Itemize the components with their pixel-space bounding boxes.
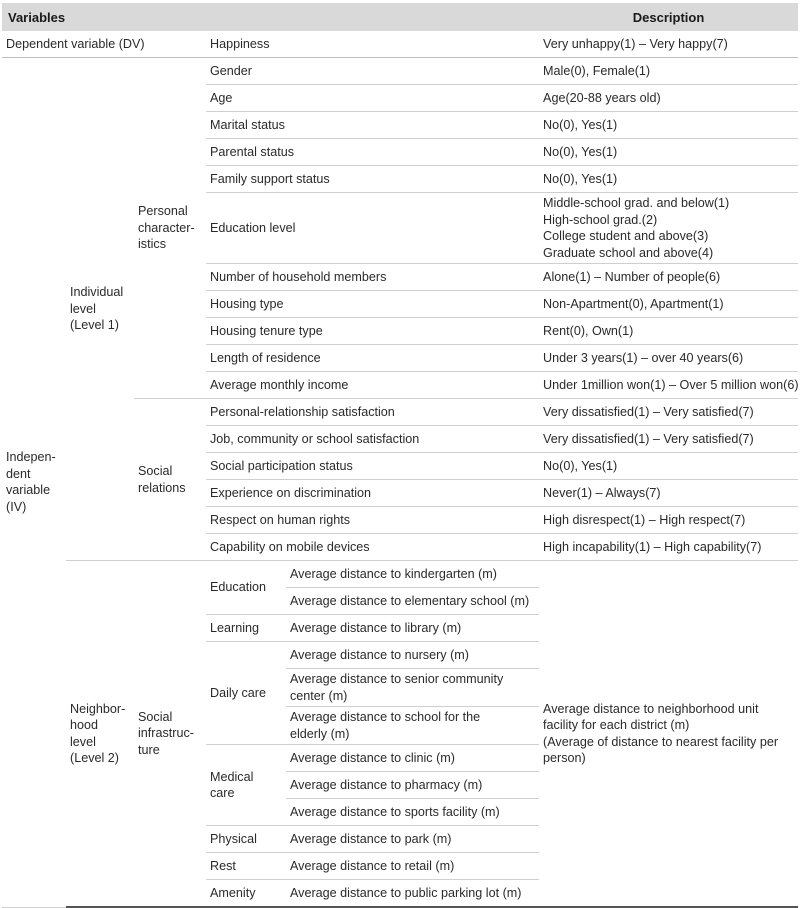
- category-amenity: Amenity: [206, 880, 286, 908]
- var-desc: Age(20-88 years old): [539, 85, 798, 112]
- infra-item: Average distance to clinic (m): [286, 745, 539, 772]
- infra-item: Average distance to school for the elderly (m): [286, 707, 539, 745]
- var-name: Housing type: [206, 291, 539, 318]
- category-physical: Physical: [206, 826, 286, 853]
- var-desc: Non-Apartment(0), Apartment(1): [539, 291, 798, 318]
- infra-item: Average distance to retail (m): [286, 853, 539, 880]
- var-name: Length of residence: [206, 345, 539, 372]
- var-name: Parental status: [206, 139, 539, 166]
- var-desc: Under 1million won(1) – Over 5 million won(6): [539, 372, 798, 399]
- var-desc: Very dissatisfied(1) – Very satisfied(7): [539, 426, 798, 453]
- dv-label: Dependent variable (DV): [2, 31, 206, 58]
- category-learning: Learning: [206, 615, 286, 642]
- var-desc: Middle-school grad. and below(1) High-school grad.(2) College student and above(3) Graduate school and above(4): [539, 193, 798, 264]
- var-name: Number of household members: [206, 264, 539, 291]
- var-name: Education level: [206, 193, 539, 264]
- var-name: Job, community or school satisfaction: [206, 426, 539, 453]
- var-name: Experience on discrimination: [206, 480, 539, 507]
- neighborhood-level-label: Neighbor- hood level (Level 2): [66, 561, 134, 908]
- var-desc: No(0), Yes(1): [539, 112, 798, 139]
- personal-characteristics-label: Personal character- istics: [134, 58, 206, 399]
- header-variables: Variables: [2, 3, 539, 31]
- infra-item: Average distance to public parking lot (m): [286, 880, 539, 908]
- var-desc: Under 3 years(1) – over 40 years(6): [539, 345, 798, 372]
- infra-desc: Average distance to neighborhood unit facility for each district (m) (Average of distance to nearest facility per person): [539, 561, 798, 908]
- var-desc: High disrespect(1) – High respect(7): [539, 507, 798, 534]
- dv-desc: Very unhappy(1) – Very happy(7): [539, 31, 798, 58]
- category-rest: Rest: [206, 853, 286, 880]
- category-education: Education: [206, 561, 286, 615]
- infra-item: Average distance to kindergarten (m): [286, 561, 539, 588]
- var-name: Average monthly income: [206, 372, 539, 399]
- infra-item: Average distance to senior community center (m): [286, 669, 539, 707]
- infra-item: Average distance to park (m): [286, 826, 539, 853]
- var-name: Age: [206, 85, 539, 112]
- var-desc: Rent(0), Own(1): [539, 318, 798, 345]
- var-desc: No(0), Yes(1): [539, 453, 798, 480]
- var-desc: Very dissatisfied(1) – Very satisfied(7): [539, 399, 798, 426]
- infra-item: Average distance to nursery (m): [286, 642, 539, 669]
- var-name: Gender: [206, 58, 539, 85]
- var-name: Capability on mobile devices: [206, 534, 539, 561]
- var-desc: Alone(1) – Number of people(6): [539, 264, 798, 291]
- iv-label: Indepen- dent variable (IV): [2, 58, 66, 908]
- var-name: Housing tenure type: [206, 318, 539, 345]
- infra-item: Average distance to elementary school (m): [286, 588, 539, 615]
- var-name: Marital status: [206, 112, 539, 139]
- var-name: Family support status: [206, 166, 539, 193]
- var-name: Respect on human rights: [206, 507, 539, 534]
- category-medical-care: Medical care: [206, 745, 286, 826]
- var-name: Personal-relationship satisfaction: [206, 399, 539, 426]
- var-desc: Male(0), Female(1): [539, 58, 798, 85]
- individual-level-label: Individual level (Level 1): [66, 58, 134, 561]
- var-desc: No(0), Yes(1): [539, 139, 798, 166]
- infra-item: Average distance to library (m): [286, 615, 539, 642]
- variables-table: [2, 3, 798, 908]
- infra-item: Average distance to pharmacy (m): [286, 772, 539, 799]
- infra-item: Average distance to sports facility (m): [286, 799, 539, 826]
- category-daily-care: Daily care: [206, 642, 286, 745]
- dv-name: Happiness: [206, 31, 539, 58]
- social-relations-label: Social relations: [134, 399, 206, 561]
- var-desc: No(0), Yes(1): [539, 166, 798, 193]
- header-description: Description: [539, 3, 798, 31]
- var-desc: Never(1) – Always(7): [539, 480, 798, 507]
- social-infrastructure-label: Social infrastruc- ture: [134, 561, 206, 908]
- var-desc: High incapability(1) – High capability(7): [539, 534, 798, 561]
- var-name: Social participation status: [206, 453, 539, 480]
